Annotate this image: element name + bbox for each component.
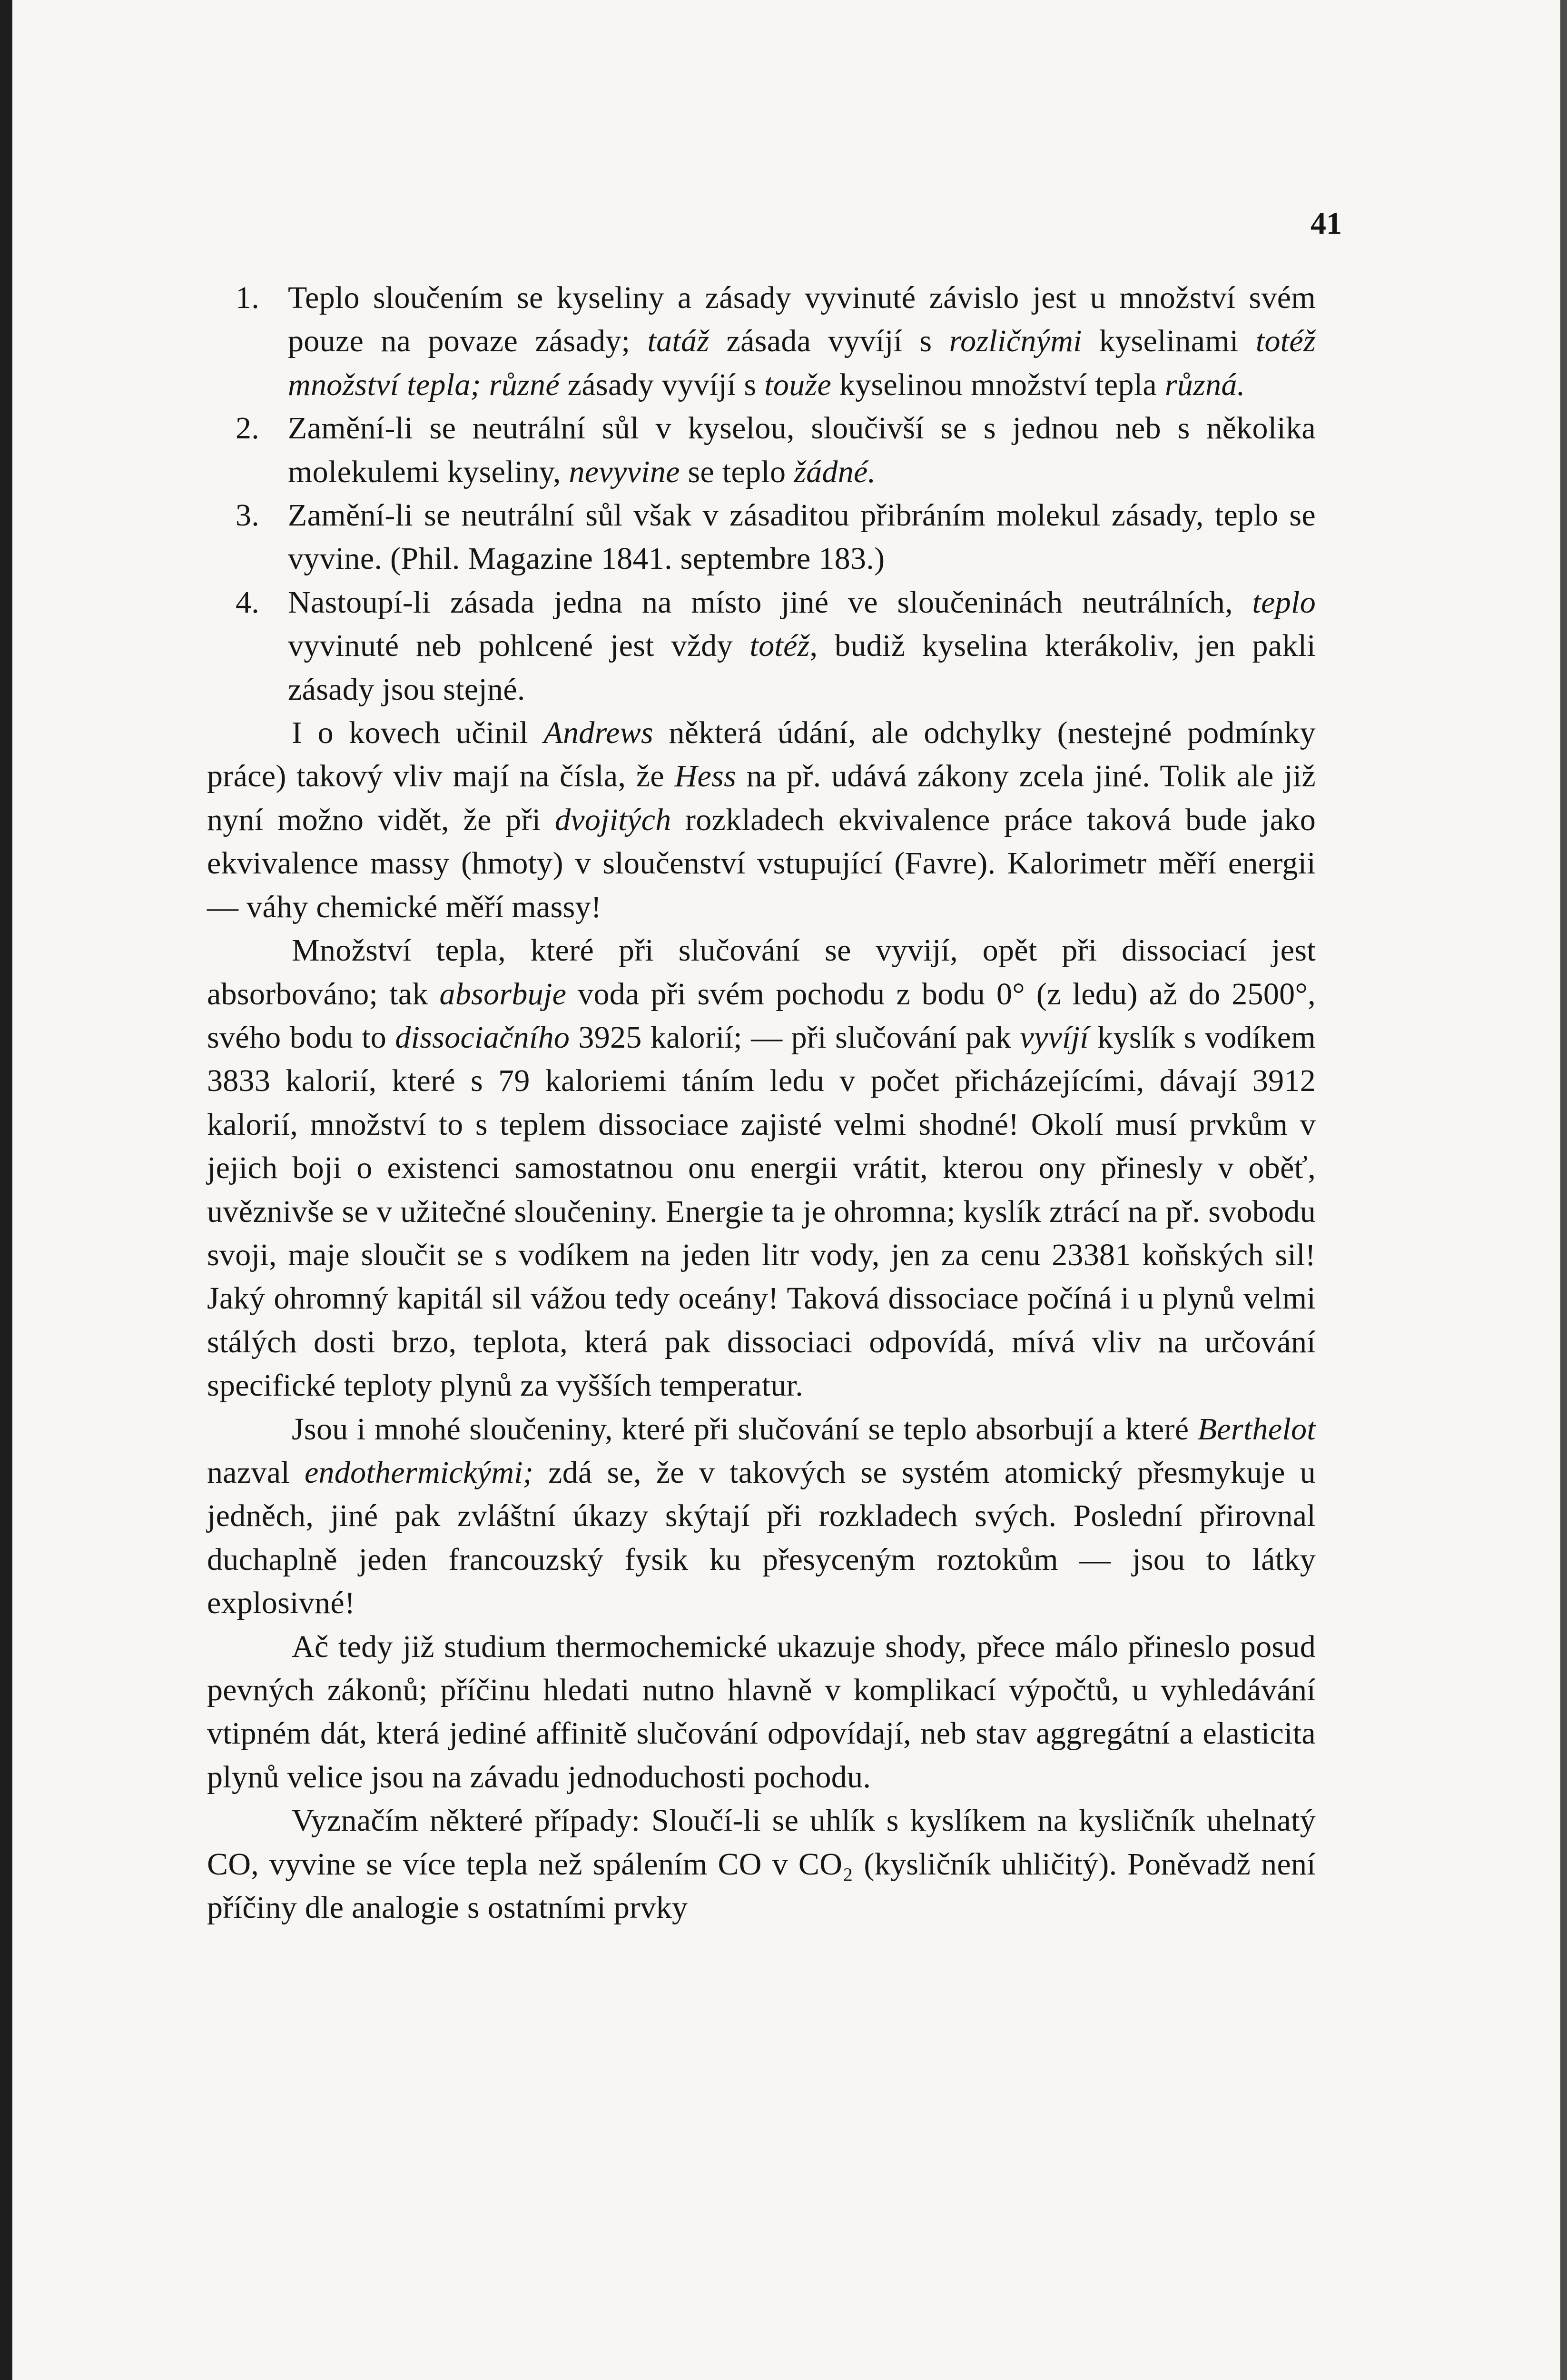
paragraph-andrews — [207, 711, 1316, 929]
list-item-number: 4. — [235, 585, 260, 620]
text-run: I o kovech učinil — [292, 715, 544, 751]
text-run: se teplo — [680, 454, 794, 489]
text-run: Jsou i mnohé sloučeniny, které při slučování se teplo absorbují a které — [292, 1411, 1198, 1447]
text-run: Zamění-li se neutrální sůl však v zásaditou přibráním molekul zásady, teplo se vyvine. (Phil. Magazine 1841. septembre 183.) — [288, 498, 1316, 576]
scan-edge-right — [1560, 0, 1567, 2380]
text-run: zásada vyvíjí s — [709, 324, 949, 359]
list-item-text — [288, 498, 1316, 576]
text-run: nazval — [207, 1455, 305, 1490]
text-run: Vyznačím některé případy: Sloučí-li se uhlík s kyslíkem na kysličník uhelnatý CO, vyvine se více tepla než spálením CO v CO₂ (kysličník uhličitý). Poněvadž není příčiny dle analogie s ostatními prvky — [207, 1803, 1316, 1925]
text-run-italic: Berthelot — [1197, 1411, 1316, 1447]
text-run-italic: vyvíjí — [1020, 1020, 1089, 1055]
list-item-number: 1. — [235, 280, 260, 315]
text-run: kyselinou množství tepla — [831, 367, 1165, 402]
text-run: Teplo sloučením se kyseliny a zásady vyvinuté závislo jest u množství svém pouze na povaze zásady; — [288, 280, 1316, 359]
text-run-italic: žádné. — [794, 454, 876, 489]
text-run-italic: totéž množství tepla; různé — [288, 324, 1316, 402]
paragraph-thermochemistry — [207, 1625, 1316, 1799]
text-run-italic: touže — [764, 367, 832, 402]
list-item-number: 3. — [235, 498, 260, 533]
page-body — [207, 276, 1316, 1929]
text-run: rozkladech ekvivalence práce taková bude jako ekvivalence massy (hmoty) v sloučenství vstupující (Favre). Kalorimetr měří energii — váhy chemické měří massy! — [207, 802, 1316, 924]
text-run-italic: teplo — [1252, 585, 1316, 620]
text-run: kyslík s vodíkem 3833 kalorií, které s 79 kaloriemi táním ledu v počet přicházejícími, dávají 3912 kalorií, množství to s teplem dissociace zajisté velmi shodné! Okolí musí prvkům v jejich boji o existenci samostatnou onu energii vrátit, kterou ony přinesly v oběť, uvěznivše se v užitečné sloučeniny. Energie ta je ohromna; kyslík ztrácí na př. svobodu svoji, maje sloučit se s vodíkem na jeden litr vody, jen za cenu 23381 koňských sil! Jaký ohromný kapitál sil vážou tedy oceány! Taková dissociace počíná i u plynů velmi stálých dosti brzo, teplota, která pak dissociaci odpovídá, mívá vliv na určování specifické teploty plynů za vyšších temperatur. — [207, 1020, 1316, 1403]
text-run: kyselinami — [1082, 324, 1256, 359]
text-run-italic: Andrews — [543, 715, 653, 751]
paragraph-dissociation — [207, 929, 1316, 1407]
scan-edge-left — [0, 0, 12, 2380]
text-run: Množství tepla, které při slučování se vyvijí, opět při dissociací jest absorbováno; tak — [207, 933, 1316, 1012]
list-item-2 — [207, 407, 1316, 494]
text-run-italic: totéž — [749, 628, 810, 664]
text-run: voda při svém pochodu z bodu 0° (z ledu) až do 2500°, svého bodu to — [207, 976, 1316, 1055]
text-run-italic: endothermickými; — [304, 1455, 534, 1490]
text-run-italic: rozličnými — [949, 324, 1082, 359]
text-run: , budiž kyselina kterákoliv, jen pakli zásady jsou stejné. — [288, 628, 1316, 707]
text-run: vyvinuté neb pohlcené jest vždy — [288, 628, 750, 664]
list-item-3 — [207, 494, 1316, 581]
text-run-italic: absorbuje — [439, 976, 567, 1012]
paragraph-endothermic — [207, 1408, 1316, 1625]
text-run: Ač tedy již studium thermochemické ukazuje shody, přece málo přineslo posud pevných zákonů; příčinu hledati nutno hlavně v komplikací výpočtů, u vyhledávání vtipném dát, která jediné affinitě slučování odpovídají, neb stav aggregátní a elasticita plynů velice jsou na závadu jednoduchosti pochodu. — [207, 1629, 1316, 1795]
text-run-italic: různá. — [1164, 367, 1245, 402]
text-run-italic: tatáž — [647, 324, 710, 359]
text-run: 3925 kalorií; — při slučování pak — [570, 1020, 1020, 1055]
text-run-italic: dvojitých — [554, 802, 671, 837]
text-run: Nastoupí-li zásada jedna na místo jiné ve sloučeninách neutrálních, — [288, 585, 1252, 620]
text-run-italic: dissociačního — [395, 1020, 570, 1055]
list-item-text — [288, 411, 1316, 489]
paragraph-cases — [207, 1799, 1316, 1929]
list-item-number: 2. — [235, 411, 260, 446]
text-run: některá údání, ale odchylky (nestejné podmínky práce) takový vliv mají na čísla, že — [207, 715, 1316, 794]
list-item-1 — [207, 276, 1316, 407]
text-run: zdá se, že v takových se systém atomický přesmykuje u jedněch, jiné pak zvláštní úkazy skýtají při rozkladech svých. Poslední přirovnal duchaplně jeden francouzský fysik ku přesyceným roztokům — jsou to látky explosivné! — [207, 1455, 1316, 1621]
text-run: Zamění-li se neutrální sůl v kyselou, sloučivší se s jednou neb s několika molekulemi kyseliny, — [288, 411, 1316, 489]
text-run-italic: nevyvine — [569, 454, 680, 489]
list-item-text — [288, 585, 1316, 707]
page-number: 41 — [1311, 206, 1342, 241]
text-run: na př. udává zákony zcela jiné. Tolik ale již nyní možno vidět, že při — [207, 759, 1316, 837]
list-item-4 — [207, 581, 1316, 711]
list-item-text — [288, 280, 1316, 402]
text-run-italic: Hess — [674, 759, 737, 794]
text-run: zásady vyvíjí s — [559, 367, 765, 402]
